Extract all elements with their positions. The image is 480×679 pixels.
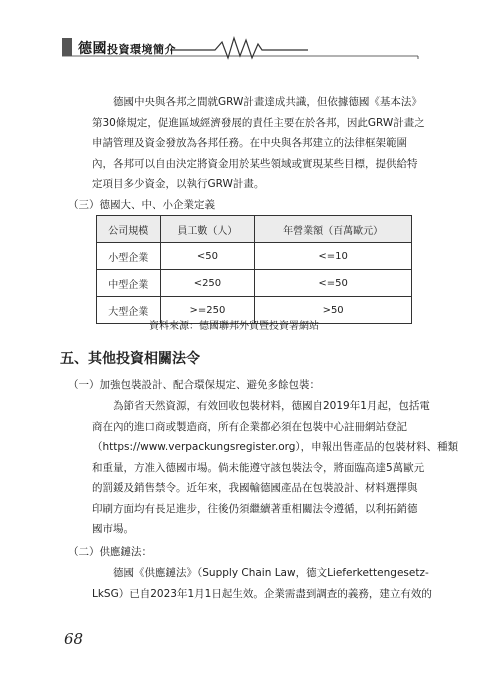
text-line: 為節省天然資源，有效回收包裝材料，德國自2019年1月起，包括電 xyxy=(113,400,430,412)
text-line: LkSG）已自2023年1月1日起生效。企業需盡到調查的義務，建立有效的 xyxy=(92,587,432,600)
table-cell: >=250 xyxy=(160,297,255,324)
table-cell: <=10 xyxy=(255,243,412,270)
text-line: 內，各邦可以自由決定將資金用於某些領域或實現某些目標，提供給特 xyxy=(92,157,418,170)
header-decoration xyxy=(0,0,480,70)
table-row xyxy=(97,243,412,270)
text-line: （https://www.verpackungsregister.org），申報出售產品的包裝材料、種類 xyxy=(92,441,459,453)
table-header-row xyxy=(97,216,412,243)
table-cell: <=50 xyxy=(255,270,412,297)
text-line: 印刷方面均有長足進步，往後仍須繼續著重相關法令遵循，以利拓銷德 xyxy=(92,502,418,515)
text-line: 定項目多少資金，以執行GRW計畫。 xyxy=(92,178,265,190)
table-row xyxy=(97,270,412,297)
table-cell: <250 xyxy=(160,270,255,297)
header-title-main: 德國 xyxy=(78,41,107,57)
text-line: 德國《供應鏈法》（Supply Chain Law，德文Lieferkettengesetz- xyxy=(113,567,429,579)
table-cell: 中型企業 xyxy=(97,270,161,297)
header-title-sub: 投資環境簡介 xyxy=(107,43,176,56)
page-number: 68 xyxy=(64,630,84,648)
text-line: 商在內的進口商或製造商，所有企業都必須在包裝中心註冊網站登記 xyxy=(92,420,407,433)
item-heading: （二）供應鏈法： xyxy=(68,546,152,558)
item1-paragraph xyxy=(92,396,459,540)
table-cell: 小型企業 xyxy=(97,243,161,270)
text-line: 第30條規定，促進區域經濟發展的責任主要在於各邦，因此GRW計畫之 xyxy=(92,116,425,129)
table-header-cell: 年營業額（百萬歐元） xyxy=(255,216,412,243)
enterprise-size-table xyxy=(96,215,412,324)
item-heading: （一）加強包裝設計、配合環保規定、避免多餘包裝： xyxy=(68,379,320,391)
text-line: 和重量，方准入德國市場。倘未能遵守該包裝法令，將面臨高達5萬歐元 xyxy=(92,461,425,474)
table-source: 資料來源：德國聯邦外貿暨投資署網站 xyxy=(149,321,319,332)
section-heading: 五、其他投資相關法令 xyxy=(60,351,200,367)
table-cell: >50 xyxy=(255,297,412,324)
running-header xyxy=(0,0,480,70)
table-header-cell: 員工數（人） xyxy=(160,216,255,243)
header-title xyxy=(78,38,176,58)
subsection-heading: （三）德國大、中、小企業定義 xyxy=(68,199,215,211)
text-line: 的罰鍰及銷售禁令。近年來，我國輸德國產品在包裝設計、材料選擇與 xyxy=(92,482,418,494)
intro-paragraph xyxy=(92,92,425,195)
item2-paragraph xyxy=(92,563,432,604)
table-cell: 大型企業 xyxy=(97,297,161,324)
table-cell: <50 xyxy=(160,243,255,270)
text-line: 申請管理及資金發放為各邦任務。在中央與各邦建立的法律框架範圍 xyxy=(92,137,407,149)
text-line: 國市場。 xyxy=(92,523,134,535)
text-line: 德國中央與各邦之間就GRW計畫達成共識，但依據德國《基本法》 xyxy=(113,96,422,108)
table-header-cell: 公司規模 xyxy=(97,216,161,243)
